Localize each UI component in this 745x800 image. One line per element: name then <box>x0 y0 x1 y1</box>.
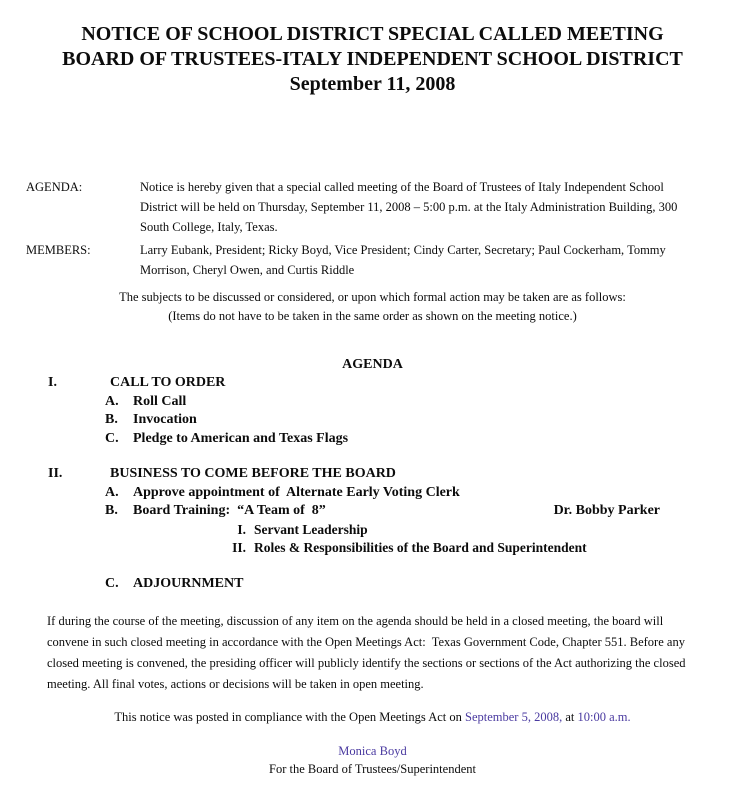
item-text: Board Training: “A Team of 8” <box>133 503 326 518</box>
section-numeral: II. <box>48 466 63 481</box>
posting-compliance-line <box>0 709 745 726</box>
agenda-item <box>0 575 745 594</box>
agenda-section-2 <box>0 465 745 484</box>
info-section <box>0 177 745 280</box>
subjects-note-line-1: The subjects to be discussed or considered, or upon which formal action may be taken are as follows: <box>119 290 626 304</box>
item-text: Approve appointment of Alternate Early Voting Clerk <box>133 484 460 500</box>
closed-meeting-line: meeting. All final votes, actions or decisions will be taken in open meeting. <box>47 677 424 691</box>
agenda-item <box>0 484 745 503</box>
agenda-notice-line: Notice is hereby given that a special called meeting of the Board of Trustees of Italy Independent School <box>140 180 664 194</box>
agenda-item <box>0 411 745 430</box>
agenda-notice-line: South College, Italy, Texas. <box>140 220 278 234</box>
document-title-line-1: NOTICE OF SCHOOL DISTRICT SPECIAL CALLED MEETING <box>81 23 664 45</box>
sub-item-text: Servant Leadership <box>254 521 368 537</box>
signature-name: Monica Boyd <box>338 744 407 758</box>
document-date: September 11, 2008 <box>289 73 456 95</box>
item-letter: A. <box>105 393 119 409</box>
members-line: Larry Eubank, President; Ricky Boyd, Vice President; Cindy Carter, Secretary; Paul Cockerham, Tommy <box>140 243 666 257</box>
members-line: Morrison, Cheryl Owen, and Curtis Riddle <box>140 263 355 277</box>
agenda-notice-line: District will be held on Thursday, September 11, 2008 – 5:00 p.m. at the Italy Administration Building, 300 <box>140 200 678 214</box>
sub-item-numeral: I. <box>237 521 246 537</box>
posting-separator: at <box>562 710 578 724</box>
signature-title: For the Board of Trustees/Superintendent <box>269 762 476 776</box>
item-letter: A. <box>105 484 119 500</box>
posting-time: 10:00 a.m. <box>577 710 631 724</box>
item-text: Pledge to American and Texas Flags <box>133 430 349 446</box>
closed-meeting-line: If during the course of the meeting, discussion of any item on the agenda should be held in a closed meeting, the board will <box>47 614 664 628</box>
agenda-heading: AGENDA <box>342 357 403 372</box>
agenda-sub-item <box>0 521 745 539</box>
presenter-name: Dr. Bobby Parker <box>553 503 660 518</box>
agenda-item <box>0 502 745 521</box>
item-letter: C. <box>105 575 119 591</box>
signature-block <box>0 742 745 778</box>
agenda-section-1 <box>0 374 745 393</box>
sub-item-text: Roles & Responsibilities of the Board and Superintendent <box>254 539 587 555</box>
item-letter: B. <box>105 412 118 427</box>
item-text: ADJOURNMENT <box>133 575 244 591</box>
members-row <box>0 240 745 280</box>
closed-meeting-line: closed meeting is convened, the presiding officer will publicly identify the sections or sections of the Act authorizing the closed <box>47 656 686 670</box>
closed-meeting-notice <box>47 611 703 695</box>
document-title-line-2: BOARD OF TRUSTEES-ITALY INDEPENDENT SCHOOL DISTRICT <box>62 48 683 70</box>
item-text: Invocation <box>133 412 197 427</box>
agenda-label: AGENDA: <box>26 180 83 194</box>
section-numeral: I. <box>48 375 57 390</box>
item-text: Roll Call <box>133 393 187 409</box>
members-label: MEMBERS: <box>26 243 91 257</box>
agenda-notice-row <box>0 177 745 237</box>
agenda-item <box>0 430 745 449</box>
agenda-list <box>0 355 745 593</box>
subjects-note <box>0 288 745 325</box>
agenda-item <box>0 393 745 412</box>
document-header <box>0 0 745 97</box>
item-letter: C. <box>105 430 119 446</box>
closed-meeting-line: convene in such closed meeting in accordance with the Open Meetings Act: Texas Government Code, Chapter 551. Before any <box>47 635 685 649</box>
posting-prefix: This notice was posted in compliance with the Open Meetings Act on <box>114 710 465 724</box>
posting-date: September 5, 2008, <box>465 710 563 724</box>
section-title: BUSINESS TO COME BEFORE THE BOARD <box>110 466 396 481</box>
subjects-note-line-2: (Items do not have to be taken in the same order as shown on the meeting notice.) <box>168 308 577 323</box>
members-text <box>140 240 745 280</box>
agenda-sub-item <box>0 539 745 557</box>
section-title: CALL TO ORDER <box>110 375 226 390</box>
agenda-notice-text <box>140 177 745 237</box>
sub-item-numeral: II. <box>232 539 246 555</box>
item-letter: B. <box>105 503 118 518</box>
